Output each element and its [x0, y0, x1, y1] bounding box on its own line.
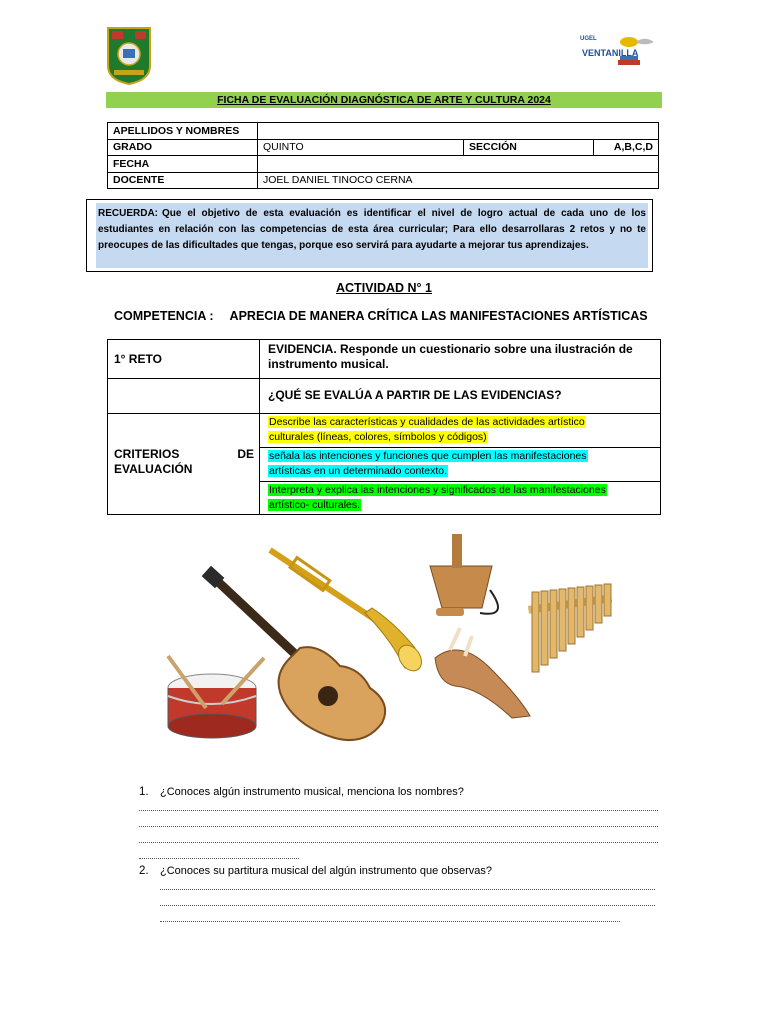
school-logo: [106, 26, 152, 86]
answer-line[interactable]: [139, 842, 658, 843]
snare-drum-image: [168, 656, 264, 738]
question-1-number: 1.: [139, 786, 149, 798]
ugel-vertical-text: UGEL: [580, 36, 597, 42]
reminder-body: Que el objetivo de esta evaluación es identificar el nivel de logro actual de cada uno de los estudiantes en relación con las competencias de esta área curricular; Para ello desarrollaras 2 retos y no te preocupes de las dificultades que tengas, porque eso servirá para ayudarte a mejorar tus aprendizajes.: [98, 208, 646, 251]
table-row: [108, 123, 659, 140]
activity-title: ACTIVIDAD N° 1: [336, 281, 432, 295]
criterio-2-line-2: artísticas en un determinado contexto.: [269, 465, 448, 477]
musical-instruments-illustration: [160, 528, 620, 768]
evaluacion-word: EVALUACIÓN: [114, 462, 193, 476]
answer-line[interactable]: [139, 858, 299, 859]
competencia-value: APRECIA DE MANERA CRÍTICA LAS MANIFESTACIONES ARTÍSTICAS: [229, 309, 648, 323]
pan-flute-image: [528, 584, 612, 672]
evidencia-text: EVIDENCIA. Responde un cuestionario sobre una ilustración de instrumento musical.: [268, 342, 633, 371]
fecha-field[interactable]: [258, 156, 659, 173]
criterio-1-line-2: culturales (líneas, colores, símbolos y códigos): [269, 431, 487, 443]
fecha-label: FECHA: [108, 156, 258, 173]
evaluation-rubric-table: [107, 339, 661, 515]
table-row: [108, 139, 659, 156]
question-2-number: 2.: [139, 865, 149, 877]
evaluation-question: ¿QUÉ SE EVALÚA A PARTIR DE LAS EVIDENCIAS?: [268, 388, 562, 402]
rubric-divider: [259, 481, 660, 482]
rubric-divider: [259, 447, 660, 448]
ugel-logo: [574, 34, 658, 70]
grado-value: QUINTO: [258, 139, 464, 156]
rubric-column-divider: [259, 340, 260, 514]
student-info-table: [107, 122, 659, 189]
docente-value: JOEL DANIEL TINOCO CERNA: [258, 172, 659, 189]
document-title: FICHA DE EVALUACIÓN DIAGNÓSTICA DE ARTE Y CULTURA 2024: [217, 94, 551, 106]
criterio-1: [268, 415, 586, 445]
seccion-value: A,B,C,D: [594, 139, 659, 156]
criterio-3-line-1: Interpreta y explica las intenciones y significados de las manifestaciones: [269, 484, 606, 496]
document-title-band: [106, 92, 662, 108]
activity-heading: [0, 281, 768, 295]
criterio-3: [268, 483, 607, 513]
criterios-label: [114, 447, 254, 477]
seccion-label: SECCIÓN: [464, 139, 594, 156]
competencia-label: COMPETENCIA :: [114, 309, 214, 323]
table-row: [108, 172, 659, 189]
reminder-text: [98, 206, 646, 254]
table-row: [108, 156, 659, 173]
criterio-1-line-1: Describe las características y cualidades de las actividades artístico: [269, 416, 585, 428]
apellidos-field[interactable]: [258, 123, 659, 140]
answer-line[interactable]: [160, 921, 620, 922]
question-2-text: ¿Conoces su partitura musical del algún instrumento que observas?: [160, 865, 493, 877]
reto-label: 1° RETO: [114, 352, 162, 366]
reminder-box: [86, 199, 653, 272]
reminder-panel: [96, 203, 648, 268]
answer-line[interactable]: [139, 826, 658, 827]
criterios-word: CRITERIOS: [114, 447, 180, 461]
answer-line[interactable]: [160, 905, 655, 906]
apellidos-label: APELLIDOS Y NOMBRES: [108, 123, 258, 140]
criterio-3-line-2: artístico- culturales.: [269, 499, 361, 511]
criterio-2-line-1: señala las intenciones y funciones que cumplen las manifestaciones: [269, 450, 587, 462]
ventanilla-text: VENTANILLA: [582, 48, 639, 58]
reminder-keyword: RECUERDA:: [98, 208, 158, 219]
competencia-line: [114, 309, 648, 323]
answer-line[interactable]: [160, 889, 655, 890]
question-1-text: ¿Conoces algún instrumento musical, menciona los nombres?: [160, 786, 464, 798]
answer-line[interactable]: [139, 810, 658, 811]
quijada-instrument-image: [435, 628, 530, 718]
rubric-divider: [108, 378, 660, 379]
grado-label: GRADO: [108, 139, 258, 156]
docente-label: DOCENTE: [108, 172, 258, 189]
rubric-divider: [108, 413, 660, 414]
criterio-2: [268, 449, 588, 479]
criterios-de-word: DE: [237, 447, 254, 461]
cajita-instrument-image: [430, 534, 498, 616]
